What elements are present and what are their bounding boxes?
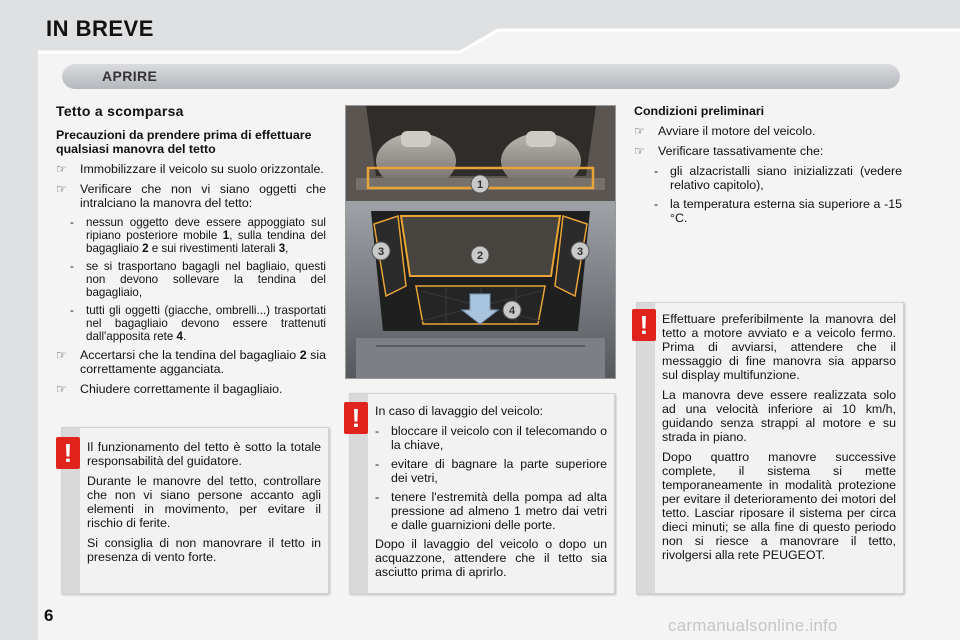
page-number: 6 bbox=[44, 606, 54, 625]
callout-3-right bbox=[571, 242, 589, 260]
preconditions-title: Condizioni preliminari bbox=[634, 104, 765, 118]
exclamation-warning-icon: ! bbox=[344, 402, 368, 434]
sub-list-item: - tenere l'estremità della pompa ad alta pressione ad almeno 1 metro dai vetri e dalle guarnizioni delle porte. bbox=[375, 490, 607, 532]
section-title: APRIRE bbox=[102, 68, 158, 84]
pointing-hand-icon: ☞ bbox=[56, 162, 67, 176]
svg-text:3: 3 bbox=[377, 246, 385, 258]
sub-list-item: - bloccare il veicolo con il telecomando o la chiave, bbox=[375, 424, 607, 452]
sub-list-item: - la temperatura esterna sia superiore a -15 °C. bbox=[654, 197, 902, 225]
pointing-hand-icon: ☞ bbox=[634, 144, 645, 158]
list-item: ☞ Accertarsi che la tendina del bagagliaio 2 sia correttamente agganciata. bbox=[56, 348, 326, 376]
sub-list-item: - se si trasportano bagagli nel bagliaio, questi non devono sollevare la tendina del bagagliaio, bbox=[70, 260, 326, 299]
sub-list-item: - evitare di bagnare la parte superiore dei vetri, bbox=[375, 457, 607, 485]
list-item: ☞ Avviare il motore del veicolo. bbox=[634, 124, 816, 138]
exclamation-warning-icon: ! bbox=[56, 437, 80, 469]
watermark: carmanualsonline.info bbox=[668, 616, 838, 635]
roof-title: Tetto a scomparsa bbox=[56, 103, 184, 119]
callout-3-left bbox=[372, 242, 390, 260]
washing-note: In caso di lavaggio del veicolo: - bloccare il veicolo con il telecomando o la chiave, - evitare di bagnare la parte superiore dei vetri, - tenere l'estremità della pompa ad alta pressione ad almeno 1 metro dai vetri e dalle guarnizioni delle porte. Dopo il lavaggio del veicolo o dopo un acquazzone, attendere che il tetto sia asciutto prima di aprirlo. bbox=[349, 393, 615, 594]
precautions-subtitle: Precauzioni da prendere prima di effettuare qualsiasi manovra del tetto bbox=[56, 128, 312, 156]
page-title: IN BREVE bbox=[46, 16, 154, 41]
trunk-photo bbox=[345, 105, 616, 379]
svg-text:4: 4 bbox=[508, 305, 516, 317]
callout-1 bbox=[471, 175, 489, 193]
sub-list-item: - gli alzacristalli siano inizializzati (vedere relativo capitolo), bbox=[654, 164, 902, 192]
sub-list-item: - tutti gli oggetti (giacche, ombrelli...) trasportati nel bagagliaio devono essere trattenuti dall'apposita rete 4. bbox=[70, 304, 326, 343]
trunk-illustration bbox=[346, 106, 615, 378]
callout-4 bbox=[503, 301, 521, 319]
warning-note-driver: Il funzionamento del tetto è sotto la totale responsabilità del guidatore. Durante le manovre del tetto, controllare che non vi siano persone accanto agli elementi in movimento, per evitare il rischio di ferite. Si consiglia di non manovrare il tetto in presenza di vento forte. bbox=[61, 427, 329, 594]
list-item: ☞ Immobilizzare il veicolo su suolo orizzontale. bbox=[56, 162, 324, 176]
svg-text:2: 2 bbox=[476, 250, 484, 262]
pointing-hand-icon: ☞ bbox=[56, 382, 67, 396]
svg-text:1: 1 bbox=[476, 179, 484, 191]
sub-list-item: - nessun oggetto deve essere appoggiato sul ripiano posteriore mobile 1, sulla tendina del bagagliaio 2 e sui rivestimenti laterali 3, bbox=[70, 216, 326, 255]
pointing-hand-icon: ☞ bbox=[56, 348, 67, 362]
manoeuvre-note: Effettuare preferibilmente la manovra del tetto a motore avviato e a veicolo fermo. Prima di avviarsi, attendere che il messaggio di fine manovra sia apparso sul display multifunzione. La manovra deve essere realizzata solo ad una velocità inferiore ai 10 km/h, guidando senza strappi al motore e su strada in piano. Dopo quattro manovre successive complete, il sistema si mette temporaneamente in modalità protezione per evitare il deterioramento dei motori del tetto. Lasciar riposare il sistema per circa dieci minuti; se alla fine di questo periodo non si riesce a manovrare il tetto, rivolgersi alla rete PEUGEOT. bbox=[636, 302, 904, 594]
pointing-hand-icon: ☞ bbox=[634, 124, 645, 138]
left-column bbox=[56, 104, 326, 402]
list-item: ☞ Verificare tassativamente che: bbox=[634, 144, 824, 158]
right-column bbox=[634, 104, 902, 230]
section-header bbox=[62, 63, 900, 89]
list-item: ☞ Verificare che non vi siano oggetti che intralciano la manovra del tetto: bbox=[56, 182, 326, 210]
callout-2 bbox=[471, 246, 489, 264]
list-item: ☞ Chiudere correttamente il bagagliaio. bbox=[56, 382, 283, 396]
exclamation-warning-icon: ! bbox=[632, 309, 656, 341]
pointing-hand-icon: ☞ bbox=[56, 182, 67, 196]
svg-text:3: 3 bbox=[576, 246, 584, 258]
